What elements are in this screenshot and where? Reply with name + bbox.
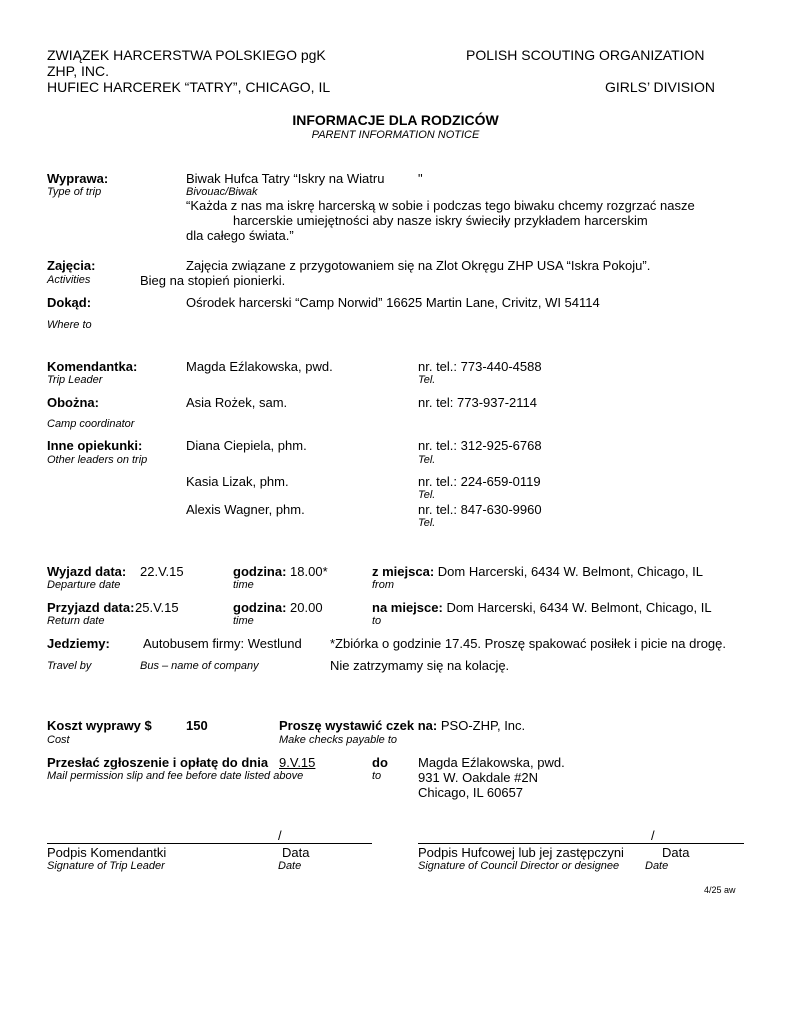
mail-address-line2: 931 W. Oakdale #2N: [418, 770, 538, 785]
departure-place-en: from: [372, 579, 394, 591]
travel-note-line1: *Zbiórka o godzinie 17.45. Proszę spakować posiłek i picie na drogę.: [330, 636, 727, 651]
activities-label-en: Activities: [47, 274, 91, 286]
mail-deadline-label-en: Mail permission slip and fee before date listed above: [47, 770, 304, 782]
payable-to-en: Make checks payable to: [279, 734, 398, 746]
departure-date: 22.V.15: [140, 564, 184, 579]
trip-motto-line1: “Każda z nas ma iskrę harcerską w sobie i podczas tego biwaku chcemy rozgrzać nasze: [186, 198, 695, 213]
return-time-label: godzina:: [233, 600, 287, 615]
mail-deadline-date: 9.V.15: [279, 755, 316, 770]
org-name-pl: ZWIĄZEK HARCERSTWA POLSKIEGO pgK: [47, 47, 326, 63]
other-leader-phone: nr. tel.: 847-630-9960: [418, 502, 542, 517]
return-label: Przyjazd data:: [47, 600, 135, 615]
leader-name: Magda Eźlakowska, pwd.: [186, 359, 333, 374]
return-date: 25.V.15: [135, 600, 179, 615]
departure-time-label: godzina:: [233, 564, 287, 579]
departure-place-value: Dom Harcerski, 6434 W. Belmont, Chicago, IL: [434, 564, 703, 579]
where-value: Ośrodek harcerski “Camp Norwid” 16625 Martin Lane, Crivitz, WI 54114: [186, 295, 600, 310]
leader-phone: nr. tel.: 773-440-4588: [418, 359, 542, 374]
payable-to-value: PSO-ZHP, Inc.: [437, 718, 526, 733]
where-label-en: Where to: [47, 319, 92, 331]
right-signature-slash: /: [651, 828, 655, 843]
travel-note-line2: Nie zatrzymamy się na kolację.: [330, 658, 510, 673]
other-leader-tel-en: Tel.: [418, 489, 436, 501]
coordinator-label-en: Camp coordinator: [47, 418, 135, 430]
activities-line2: Bieg na stopień pionierki.: [140, 273, 286, 288]
left-date-label-en: Date: [278, 860, 302, 872]
coordinator-label: Obożna:: [47, 395, 99, 410]
return-time-en: time: [233, 615, 254, 627]
cost-amount: 150: [186, 718, 208, 733]
travel-company-en: Bus – name of company: [140, 660, 259, 672]
left-signature-line[interactable]: [47, 843, 372, 844]
cost-label: Koszt wyprawy $: [47, 718, 152, 733]
activities-line1: Zajęcia związane z przygotowaniem się na Zlot Okręgu ZHP USA “Iskra Pokoju”.: [186, 258, 651, 273]
other-leaders-label: Inne opiekunki:: [47, 438, 143, 453]
right-date-label-en: Date: [645, 860, 669, 872]
other-leader-tel-en: Tel.: [418, 517, 436, 529]
travel-company: Autobusem firmy: Westlund: [143, 636, 302, 651]
departure-time-en: time: [233, 579, 254, 591]
mail-address-line3: Chicago, IL 60657: [418, 785, 524, 800]
mail-to-en: to: [372, 770, 382, 782]
return-time: [233, 600, 323, 615]
return-time-value: 20.00: [286, 600, 323, 615]
mail-address-line1: Magda Eźlakowska, pwd.: [418, 755, 565, 770]
page-subtitle: PARENT INFORMATION NOTICE: [311, 129, 480, 141]
travel-label: Jedziemy:: [47, 636, 110, 651]
payable-to: [279, 718, 525, 733]
leader-tel-en: Tel.: [418, 374, 436, 386]
right-signature-line[interactable]: [418, 843, 744, 844]
return-place-label: na miejsce:: [372, 600, 443, 615]
departure-place: [372, 564, 703, 579]
division-name: GIRLS’ DIVISION: [605, 79, 715, 95]
trip-motto-line2: harcerskie umiejętności aby nasze iskry świeciły przykładem harcerskim: [233, 213, 648, 228]
departure-label: Wyjazd data:: [47, 564, 127, 579]
departure-time: [233, 564, 328, 579]
leader-label: Komendantka:: [47, 359, 138, 374]
other-leader-phone: nr. tel.: 224-659-0119: [418, 474, 541, 489]
where-label: Dokąd:: [47, 295, 92, 310]
mail-to-label: do: [372, 755, 388, 770]
left-signature-label: Podpis Komendantki: [47, 845, 167, 860]
other-leader-name: Alexis Wagner, phm.: [186, 502, 305, 517]
trip-label-en: Type of trip: [47, 186, 102, 198]
activities-label: Zajęcia:: [47, 258, 96, 273]
departure-time-value: 18.00*: [286, 564, 328, 579]
coordinator-name: Asia Rożek, sam.: [186, 395, 288, 410]
departure-place-label: z miejsca:: [372, 564, 435, 579]
page-title: INFORMACJE DLA RODZICÓW: [292, 112, 499, 128]
trip-label: Wyprawa:: [47, 171, 109, 186]
other-leader-name: Kasia Lizak, phm.: [186, 474, 289, 489]
org-name-pl-inc: ZHP, INC.: [47, 63, 109, 79]
left-signature-slash: /: [278, 828, 282, 843]
council-name: HUFIEC HARCEREK “TATRY”, CHICAGO, IL: [47, 79, 331, 95]
coordinator-phone: nr. tel: 773-937-2114: [418, 395, 538, 410]
org-name-en: POLISH SCOUTING ORGANIZATION: [466, 47, 705, 63]
leader-label-en: Trip Leader: [47, 374, 103, 386]
other-leader-phone: nr. tel.: 312-925-6768: [418, 438, 542, 453]
left-date-label: Data: [282, 845, 310, 860]
return-place: [372, 600, 712, 615]
other-leader-name: Diana Ciepiela, phm.: [186, 438, 307, 453]
left-signature-label-en: Signature of Trip Leader: [47, 860, 165, 872]
footer-code: 4/25 aw: [704, 885, 736, 895]
right-signature-label: Podpis Hufcowej lub jej zastępczyni: [418, 845, 624, 860]
trip-value: Biwak Hufca Tatry “Iskry na Wiatru: [186, 171, 385, 186]
return-place-value: Dom Harcerski, 6434 W. Belmont, Chicago, IL: [442, 600, 712, 615]
mail-deadline-label: Przesłać zgłoszenie i opłatę do dnia: [47, 755, 269, 770]
return-place-en: to: [372, 615, 382, 627]
trip-motto-line3: dla całego świata.”: [186, 228, 294, 243]
right-date-label: Data: [662, 845, 690, 860]
trip-value-quote: ": [418, 171, 423, 186]
trip-value-en: Bivouac/Biwak: [186, 186, 258, 198]
payable-to-label: Proszę wystawić czek na:: [279, 718, 438, 733]
travel-label-en: Travel by: [47, 660, 92, 672]
other-leader-tel-en: Tel.: [418, 454, 436, 466]
departure-label-en: Departure date: [47, 579, 121, 591]
other-leaders-label-en: Other leaders on trip: [47, 454, 148, 466]
cost-label-en: Cost: [47, 734, 70, 746]
return-label-en: Return date: [47, 615, 105, 627]
right-signature-label-en: Signature of Council Director or designee: [418, 860, 620, 872]
